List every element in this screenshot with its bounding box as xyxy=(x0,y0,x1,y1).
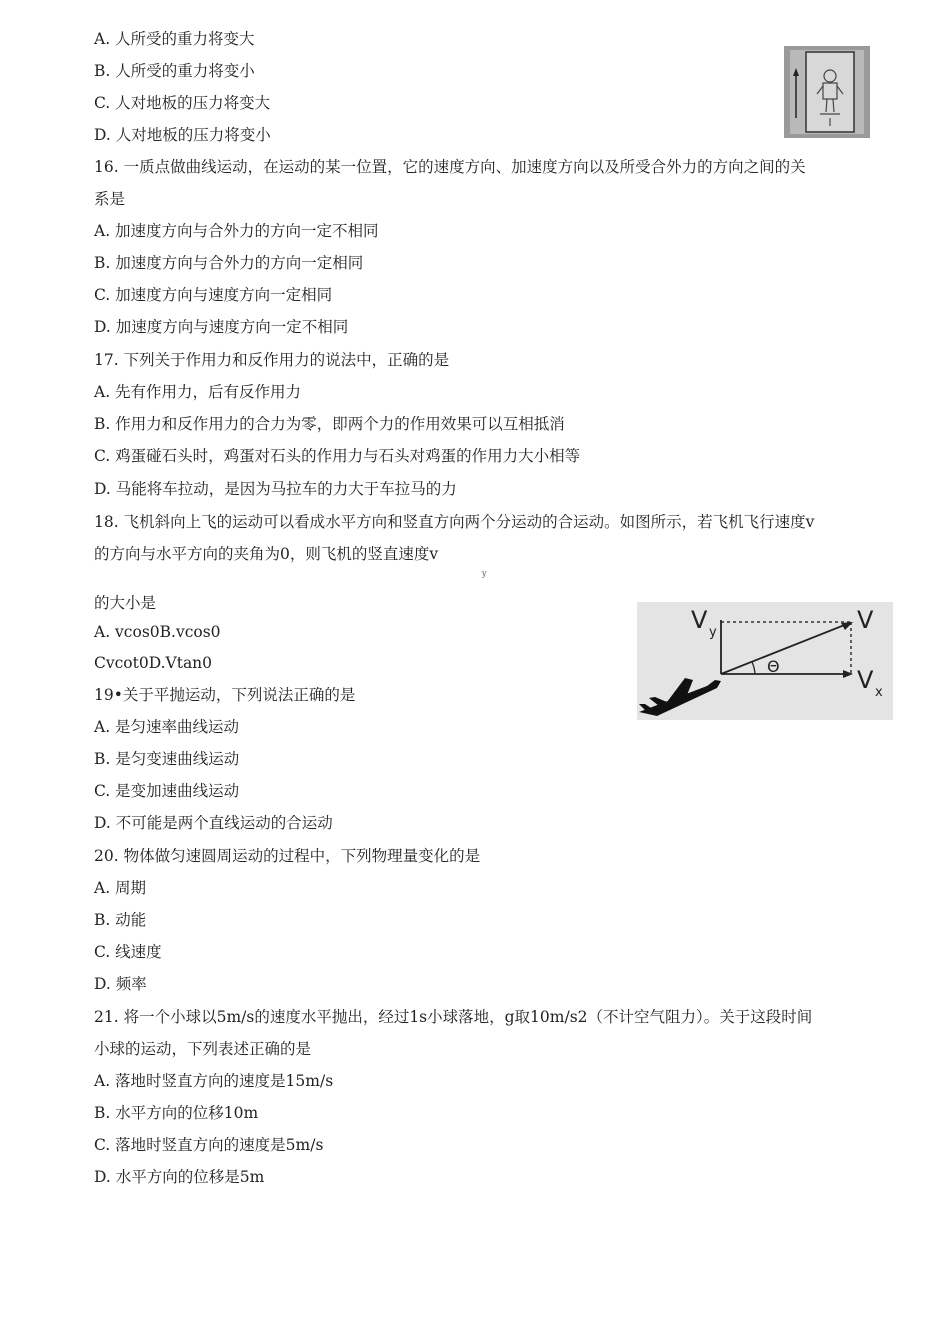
q21-stem-line-2: 小球的运动，下列表述正确的是 xyxy=(94,1040,312,1058)
q20-option-d: D. 频率 xyxy=(94,975,147,993)
q17-option-c: C. 鸡蛋碰石头时，鸡蛋对石头的作用力与石头对鸡蛋的作用力大小相等 xyxy=(94,447,581,465)
q16-option-d: D. 加速度方向与速度方向一定不相同 xyxy=(94,318,349,336)
q21-stem-line-1: 21. 将一个小球以5m/s的速度水平抛出，经过1s小球落地，g取10m/s2（不计空气阻力）。关于这段时间 xyxy=(94,1008,813,1026)
label-vx-subscript: x xyxy=(875,685,883,700)
q15-option-c: C. 人对地板的压力将变大 xyxy=(94,94,271,112)
q18-options-ab: A. vcos0B.vcos0 xyxy=(94,623,221,641)
q21-option-d: D. 水平方向的位移是5m xyxy=(94,1168,265,1186)
q15-option-a: A. 人所受的重力将变大 xyxy=(94,30,255,48)
q17-stem: 17. 下列关于作用力和反作用力的说法中，正确的是 xyxy=(94,351,450,369)
q15-option-b: B. 人所受的重力将变小 xyxy=(94,62,255,80)
q15-option-d: D. 人对地板的压力将变小 xyxy=(94,126,271,144)
label-v: V xyxy=(857,606,874,634)
q21-option-a: A. 落地时竖直方向的速度是15m/s xyxy=(94,1072,334,1090)
q17-option-d: D. 马能将车拉动，是因为马拉车的力大于车拉马的力 xyxy=(94,480,457,498)
q19-option-b: B. 是匀变速曲线运动 xyxy=(94,750,240,768)
q19-option-c: C. 是变加速曲线运动 xyxy=(94,782,240,800)
q17-option-a: A. 先有作用力，后有反作用力 xyxy=(94,383,302,401)
q19-option-a: A. 是匀速率曲线运动 xyxy=(94,718,240,736)
q21-option-b: B. 水平方向的位移10m xyxy=(94,1104,259,1122)
label-theta: Θ xyxy=(767,657,780,676)
q18-subscript: y xyxy=(482,569,487,578)
q20-stem: 20. 物体做匀速圆周运动的过程中，下列物理量变化的是 xyxy=(94,847,481,865)
q16-option-c: C. 加速度方向与速度方向一定相同 xyxy=(94,286,333,304)
q18-stem-line-3: 的大小是 xyxy=(94,594,157,612)
elevator-figure xyxy=(784,46,870,138)
label-vy-subscript: y xyxy=(709,625,717,640)
q20-option-a: A. 周期 xyxy=(94,879,147,897)
q21-option-c: C. 落地时竖直方向的速度是5m/s xyxy=(94,1136,324,1154)
q16-option-a: A. 加速度方向与合外力的方向一定不相同 xyxy=(94,222,379,240)
label-vy: V xyxy=(691,606,708,634)
q19-stem: 19•关于平抛运动，下列说法正确的是 xyxy=(94,686,356,704)
q20-option-b: B. 动能 xyxy=(94,911,147,929)
q16-stem-line-2: 系是 xyxy=(94,190,126,208)
q18-stem-line-2: 的方向与水平方向的夹角为0，则飞机的竖直速度v xyxy=(94,545,439,563)
q17-option-b: B. 作用力和反作用力的合力为零，即两个力的作用效果可以互相抵消 xyxy=(94,415,565,433)
label-vx: V xyxy=(857,666,874,694)
velocity-vector-figure xyxy=(637,602,893,720)
q18-options-cd: Cvcot0D.Vtan0 xyxy=(94,654,213,672)
q18-stem-line-1: 18. 飞机斜向上飞的运动可以看成水平方向和竖直方向两个分运动的合运动。如图所示，若飞机飞行速度v xyxy=(94,513,815,531)
q16-stem-line-1: 16. 一质点做曲线运动，在运动的某一位置，它的速度方向、加速度方向以及所受合外力的方向之间的关 xyxy=(94,158,806,176)
q16-option-b: B. 加速度方向与合外力的方向一定相同 xyxy=(94,254,364,272)
q19-option-d: D. 不可能是两个直线运动的合运动 xyxy=(94,814,333,832)
q20-option-c: C. 线速度 xyxy=(94,943,162,961)
